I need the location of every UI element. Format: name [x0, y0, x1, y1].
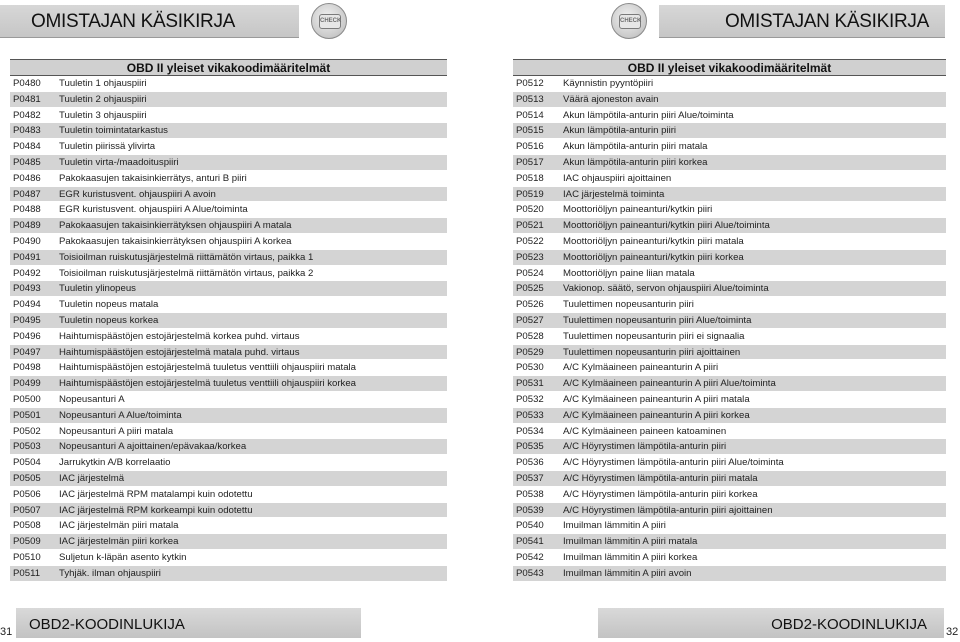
table-row [10, 408, 447, 424]
fault-code: P0481 [13, 93, 41, 105]
table-row [513, 266, 946, 282]
fault-description: A/C Kylmäaineen paineanturin A piiri korkea [563, 409, 750, 421]
fault-description: A/C Kylmäaineen paineanturin A piiri matala [563, 393, 750, 405]
fault-description: IAC järjestelmä RPM korkeampi kuin odotettu [59, 504, 253, 516]
table-row [10, 392, 447, 408]
table-row [10, 155, 447, 171]
table-row [513, 487, 946, 503]
fault-description: Väärä ajoneston avain [563, 93, 659, 105]
table-row [513, 439, 946, 455]
fault-code: P0513 [516, 93, 544, 105]
fault-description: IAC järjestelmä RPM matalampi kuin odotettu [59, 488, 253, 500]
check-engine-logo-icon [611, 3, 647, 39]
fault-description: Toisioilman ruiskutusjärjestelmä riittämätön virtaus, paikka 1 [59, 251, 314, 263]
fault-code: P0505 [13, 472, 41, 484]
table-row [513, 550, 946, 566]
fault-description: Akun lämpötila-anturin piiri matala [563, 141, 708, 153]
fault-description: Moottoriöljyn paine liian matala [563, 267, 695, 279]
table-row [513, 202, 946, 218]
table-row [513, 376, 946, 392]
fault-code: P0509 [13, 536, 41, 548]
fault-description: Tuuletin 2 ohjauspiiri [59, 93, 147, 105]
left-code-table [10, 59, 447, 582]
fault-code: P0535 [516, 441, 544, 453]
right-table-title: OBD II yleiset vikakoodimääritelmät [513, 59, 946, 76]
fault-code: P0524 [516, 267, 544, 279]
fault-code: P0531 [516, 378, 544, 390]
fault-code: P0485 [13, 156, 41, 168]
table-row [10, 439, 447, 455]
table-row [10, 187, 447, 203]
check-engine-logo-text: CHECK [619, 14, 641, 29]
table-row [513, 76, 946, 92]
fault-code: P0529 [516, 346, 544, 358]
fault-code: P0511 [13, 567, 41, 579]
fault-description: Käynnistin pyyntöpiiri [563, 78, 654, 89]
fault-description: Nopeusanturi A ajoittainen/epävakaa/korkea [59, 441, 247, 453]
table-row [10, 171, 447, 187]
fault-description: Moottoriöljyn paineanturi/kytkin piiri Alue/toiminta [563, 220, 770, 232]
fault-code: P0517 [516, 156, 544, 168]
table-row [513, 123, 946, 139]
fault-code: P0520 [516, 204, 544, 216]
fault-description: Nopeusanturi A Alue/toiminta [59, 409, 182, 421]
fault-description: IAC järjestelmä toiminta [563, 188, 665, 200]
table-row [10, 550, 447, 566]
fault-code: P0493 [13, 283, 41, 295]
check-engine-logo-text: CHECK [319, 14, 341, 29]
fault-code: P0499 [13, 378, 41, 390]
fault-code: P0530 [516, 362, 544, 374]
fault-description: A/C Höyrystimen lämpötila-anturin piiri [563, 441, 727, 453]
table-row [10, 123, 447, 139]
table-row [513, 329, 946, 345]
table-row [513, 566, 946, 582]
table-row [513, 408, 946, 424]
table-row [513, 297, 946, 313]
fault-code: P0541 [516, 536, 544, 548]
fault-code: P0502 [13, 425, 41, 437]
fault-description: Suljetun k-läpän asento kytkin [59, 551, 187, 563]
table-row [10, 202, 447, 218]
table-row [10, 376, 447, 392]
fault-description: A/C Höyrystimen lämpötila-anturin piiri Alue/toiminta [563, 457, 784, 469]
table-row [513, 108, 946, 124]
fault-code: P0490 [13, 235, 41, 247]
fault-code: P0503 [13, 441, 41, 453]
fault-description: Akun lämpötila-anturin piiri Alue/toiminta [563, 109, 734, 121]
fault-description: Akun lämpötila-anturin piiri korkea [563, 156, 708, 168]
table-row [513, 92, 946, 108]
fault-description: Tyhjäk. ilman ohjauspiiri [59, 567, 161, 579]
fault-description: Moottoriöljyn paineanturi/kytkin piiri korkea [563, 251, 744, 263]
fault-code: P0543 [516, 567, 544, 579]
fault-code: P0483 [13, 125, 41, 137]
table-row [513, 392, 946, 408]
fault-code: P0518 [516, 172, 544, 184]
table-row [10, 76, 447, 92]
right-page-number: 32 [946, 626, 959, 638]
fault-code: P0500 [13, 393, 41, 405]
fault-code: P0527 [516, 314, 544, 326]
fault-description: IAC järjestelmän piiri korkea [59, 536, 179, 548]
table-row [10, 139, 447, 155]
fault-description: Toisioilman ruiskutusjärjestelmä riittämätön virtaus, paikka 2 [59, 267, 314, 279]
fault-code: P0495 [13, 314, 41, 326]
fault-code: P0516 [516, 141, 544, 153]
fault-description: Tuuletin ylinopeus [59, 283, 136, 295]
fault-description: A/C Kylmäaineen paineen katoaminen [563, 425, 727, 437]
fault-code: P0521 [516, 220, 544, 232]
fault-code: P0501 [13, 409, 41, 421]
fault-description: Tuulettimen nopeusanturin piiri ei signaalia [563, 330, 745, 342]
table-row [10, 297, 447, 313]
table-row [513, 518, 946, 534]
fault-code: P0536 [516, 457, 544, 469]
table-row [513, 471, 946, 487]
left-page-number: 31 [0, 626, 13, 638]
left-page-header: OMISTAJAN KÄSIKIRJA [0, 5, 299, 38]
table-row [10, 471, 447, 487]
fault-code: P0487 [13, 188, 41, 200]
table-row [10, 345, 447, 361]
table-row [10, 487, 447, 503]
fault-description: IAC järjestelmä [59, 472, 125, 484]
fault-description: A/C Höyrystimen lämpötila-anturin piiri korkea [563, 488, 758, 500]
fault-description: A/C Höyrystimen lämpötila-anturin piiri matala [563, 472, 758, 484]
table-row [10, 250, 447, 266]
fault-description: A/C Kylmäaineen paineanturin A piiri Alue/toiminta [563, 378, 776, 390]
table-row [513, 187, 946, 203]
table-row [10, 313, 447, 329]
fault-code: P0497 [13, 346, 41, 358]
fault-description: Imuilman lämmitin A piiri korkea [563, 551, 698, 563]
fault-description: Imuilman lämmitin A piiri matala [563, 536, 698, 548]
fault-description: Jarrukytkin A/B korrelaatio [59, 457, 171, 469]
table-row [513, 424, 946, 440]
fault-description: Tuuletin virta-/maadoituspiiri [59, 156, 179, 168]
fault-code: P0532 [516, 393, 544, 405]
fault-description: IAC järjestelmän piiri matala [59, 520, 179, 532]
fault-description: Nopeusanturi A piiri matala [59, 425, 174, 437]
left-table-body [10, 76, 447, 582]
fault-code: P0488 [13, 204, 41, 216]
check-engine-logo-icon [311, 3, 347, 39]
fault-description: Tuuletin piirissä ylivirta [59, 141, 156, 153]
table-row [513, 534, 946, 550]
right-code-table [513, 59, 946, 582]
fault-code: P0528 [516, 330, 544, 342]
table-row [513, 345, 946, 361]
table-row [513, 455, 946, 471]
fault-description: EGR kuristusvent. ohjauspiiri A Alue/toiminta [59, 204, 248, 216]
fault-code: P0498 [13, 362, 41, 374]
fault-code: P0519 [516, 188, 544, 200]
fault-description: Imuilman lämmitin A piiri avoin [563, 567, 692, 579]
right-page-footer: OBD2-KOODINLUKIJA [598, 608, 944, 638]
fault-code: P0539 [516, 504, 544, 516]
fault-code: P0504 [13, 457, 41, 469]
table-row [10, 329, 447, 345]
table-row [10, 234, 447, 250]
fault-description: Moottoriöljyn paineanturi/kytkin piiri [563, 204, 713, 216]
fault-description: Pakokaasujen takaisinkierrätyksen ohjauspiiri A korkea [59, 235, 292, 247]
fault-code: P0506 [13, 488, 41, 500]
fault-code: P0494 [13, 299, 41, 311]
fault-code: P0534 [516, 425, 544, 437]
right-page-header: OMISTAJAN KÄSIKIRJA [659, 5, 945, 38]
fault-code: P0510 [13, 551, 41, 563]
table-row [513, 171, 946, 187]
fault-description: IAC ohjauspiiri ajoittainen [563, 172, 672, 184]
fault-code: P0515 [516, 125, 544, 137]
table-row [10, 503, 447, 519]
table-row [10, 281, 447, 297]
table-row [10, 108, 447, 124]
fault-description: Pakokaasujen takaisinkierrätys, anturi B piiri [59, 172, 247, 184]
fault-description: Vakionop. säätö, servon ohjauspiiri Alue/toiminta [563, 283, 769, 295]
fault-description: Haihtumispäästöjen estojärjestelmä matala puhd. virtaus [59, 346, 300, 358]
table-row [10, 518, 447, 534]
fault-description: Nopeusanturi A [59, 393, 125, 405]
fault-code: P0523 [516, 251, 544, 263]
table-row [513, 360, 946, 376]
fault-description: EGR kuristusvent. ohjauspiiri A avoin [59, 188, 216, 200]
fault-code: P0480 [13, 78, 41, 89]
fault-description: Haihtumispäästöjen estojärjestelmä tuuletus venttiili ohjauspiiri korkea [59, 378, 357, 390]
table-row [10, 566, 447, 582]
fault-description: Tuulettimen nopeusanturin piiri Alue/toiminta [563, 314, 752, 326]
fault-code: P0486 [13, 172, 41, 184]
table-row [513, 139, 946, 155]
fault-code: P0496 [13, 330, 41, 342]
fault-code: P0482 [13, 109, 41, 121]
fault-description: A/C Kylmäaineen paineanturin A piiri [563, 362, 719, 374]
left-page-footer: OBD2-KOODINLUKIJA [16, 608, 361, 638]
fault-description: Tuuletin nopeus matala [59, 299, 159, 311]
fault-description: Moottoriöljyn paineanturi/kytkin piiri matala [563, 235, 744, 247]
fault-code: P0533 [516, 409, 544, 421]
table-row [10, 266, 447, 282]
fault-code: P0538 [516, 488, 544, 500]
left-table-title: OBD II yleiset vikakoodimääritelmät [10, 59, 447, 76]
table-row [513, 503, 946, 519]
table-row [10, 360, 447, 376]
fault-description: A/C Höyrystimen lämpötila-anturin piiri ajoittainen [563, 504, 773, 516]
fault-description: Tuuletin 1 ohjauspiiri [59, 78, 147, 89]
fault-code: P0514 [516, 109, 544, 121]
fault-code: P0491 [13, 251, 41, 263]
table-row [513, 218, 946, 234]
fault-code: P0526 [516, 299, 544, 311]
right-table-body [513, 76, 946, 582]
table-row [513, 155, 946, 171]
fault-code: P0484 [13, 141, 41, 153]
table-row [513, 313, 946, 329]
fault-code: P0492 [13, 267, 41, 279]
table-row [10, 92, 447, 108]
fault-description: Tuuletin toimintatarkastus [59, 125, 168, 137]
table-row [10, 534, 447, 550]
fault-code: P0540 [516, 520, 544, 532]
fault-description: Akun lämpötila-anturin piiri [563, 125, 677, 137]
fault-code: P0522 [516, 235, 544, 247]
fault-description: Tuuletin 3 ohjauspiiri [59, 109, 147, 121]
table-row [10, 424, 447, 440]
fault-code: P0508 [13, 520, 41, 532]
fault-description: Tuulettimen nopeusanturin piiri [563, 299, 694, 311]
fault-code: P0525 [516, 283, 544, 295]
table-row [513, 234, 946, 250]
table-row [10, 455, 447, 471]
fault-code: P0537 [516, 472, 544, 484]
fault-code: P0512 [516, 78, 544, 89]
table-row [513, 250, 946, 266]
fault-code: P0542 [516, 551, 544, 563]
fault-description: Tuuletin nopeus korkea [59, 314, 159, 326]
fault-description: Imuilman lämmitin A piiri [563, 520, 666, 532]
fault-code: P0489 [13, 220, 41, 232]
table-row [10, 218, 447, 234]
fault-description: Tuulettimen nopeusanturin piiri ajoittainen [563, 346, 741, 358]
table-row [513, 281, 946, 297]
fault-description: Haihtumispäästöjen estojärjestelmä korkea puhd. virtaus [59, 330, 300, 342]
fault-description: Haihtumispäästöjen estojärjestelmä tuuletus venttiili ohjauspiiri matala [59, 362, 357, 374]
fault-code: P0507 [13, 504, 41, 516]
fault-description: Pakokaasujen takaisinkierrätyksen ohjauspiiri A matala [59, 220, 292, 232]
